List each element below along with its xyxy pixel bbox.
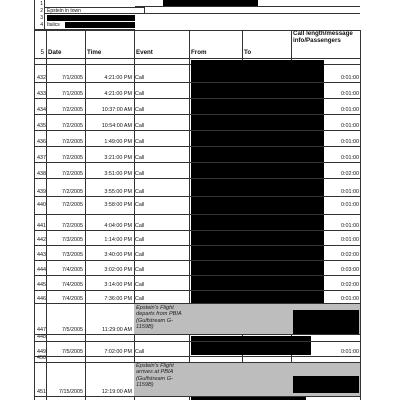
flight-note: Epstein's Flight departs from PBIA (Gulfstream G-1159B) xyxy=(136,305,182,330)
row-length: 0:01:00 xyxy=(341,75,359,81)
row-date: 7/2/2005 xyxy=(62,107,83,113)
row-length: 0:02:00 xyxy=(341,282,359,288)
row-length: 0:01:00 xyxy=(341,139,359,145)
row-event: Call xyxy=(135,155,145,161)
row-length: 0:03:00 xyxy=(341,267,359,273)
table-row xyxy=(35,249,361,259)
row-number: 435 xyxy=(37,123,46,129)
row-line xyxy=(35,146,360,147)
table-grid xyxy=(34,0,360,400)
row-number: 450 xyxy=(37,355,46,361)
row-event: Call xyxy=(135,349,145,355)
row-line xyxy=(35,396,360,397)
row-number: 444 xyxy=(37,267,46,273)
row-time: 3:40:00 PM xyxy=(104,252,132,258)
redaction-legend xyxy=(65,22,135,28)
row-date: 7/1/2005 xyxy=(62,75,83,81)
header-num: 5 xyxy=(40,49,44,56)
row-time: 11:29:00 AM xyxy=(102,327,132,333)
row-line xyxy=(35,114,360,115)
row-line xyxy=(35,341,360,342)
row-length: 0:01:00 xyxy=(341,107,359,113)
row-number: 442 xyxy=(37,237,46,243)
row-line xyxy=(35,82,360,83)
table-row xyxy=(35,120,361,130)
row-date: 7/2/2005 xyxy=(62,155,83,161)
table-row xyxy=(35,293,361,303)
header-length: Call length/message info/Passengers xyxy=(293,30,353,44)
row-event: Call xyxy=(135,223,145,229)
row-date: 7/1/2005 xyxy=(62,91,83,97)
table-row xyxy=(35,355,361,362)
row-date: 7/5/2005 xyxy=(62,349,83,355)
row-event: Call xyxy=(135,171,145,177)
row-line xyxy=(35,303,360,304)
legend-num: 4 xyxy=(35,21,45,29)
row-event: Call xyxy=(135,296,145,302)
call-log-sheet xyxy=(34,0,360,400)
row-date: 7/2/2005 xyxy=(62,139,83,145)
row-number: 443 xyxy=(37,252,46,258)
header-bottom-line xyxy=(35,58,360,59)
legend-top-line xyxy=(135,6,360,7)
row-event: Call xyxy=(135,139,145,145)
row-number: 440 xyxy=(37,202,46,208)
col-line xyxy=(189,30,190,400)
table-row xyxy=(35,334,361,341)
row-number: 447 xyxy=(37,327,46,333)
row-event: Call xyxy=(135,107,145,113)
row-time: 3:51:00 PM xyxy=(104,171,132,177)
table-row xyxy=(35,234,361,244)
row-number: 439 xyxy=(37,189,46,195)
row-length: 0:01:00 xyxy=(341,237,359,243)
row-number: 433 xyxy=(37,91,46,97)
row-date: 7/2/2005 xyxy=(62,189,83,195)
legend-num: 3 xyxy=(35,14,45,22)
row-date: 7/2/2005 xyxy=(62,171,83,177)
row-date: 7/2/2005 xyxy=(62,202,83,208)
legend-num: 1 xyxy=(35,0,45,8)
row-date: 7/15/2005 xyxy=(59,389,83,395)
row-date: 7/4/2005 xyxy=(62,296,83,302)
header-event: Event xyxy=(136,49,153,56)
col-line xyxy=(134,30,135,400)
table-row xyxy=(35,152,361,162)
legend-text: Epstein in town xyxy=(47,8,81,14)
row-event: Call xyxy=(135,189,145,195)
row-length: 0:01:00 xyxy=(341,91,359,97)
row-number: 445 xyxy=(37,282,46,288)
row-line xyxy=(35,245,360,246)
row-date: 7/3/2005 xyxy=(62,252,83,258)
row-line xyxy=(35,275,360,276)
col-line xyxy=(360,30,361,400)
row-line xyxy=(35,362,360,363)
row-date: 7/2/2005 xyxy=(62,223,83,229)
row-time: 4:21:00 PM xyxy=(104,91,132,97)
row-time: 3:21:00 PM xyxy=(104,155,132,161)
header-from: From xyxy=(191,49,207,56)
row-line xyxy=(35,162,360,163)
row-event: Call xyxy=(135,237,145,243)
row-number: 432 xyxy=(37,75,46,81)
row-date: 7/2/2005 xyxy=(62,123,83,129)
row-event: Call xyxy=(135,123,145,129)
row-date: 7/5/2005 xyxy=(62,327,83,333)
table-row xyxy=(35,168,361,178)
col-line xyxy=(85,30,86,400)
row-event: Call xyxy=(135,267,145,273)
row-event: Call xyxy=(135,91,145,97)
row-time: 3:02:00 PM xyxy=(104,267,132,273)
row-date: 7/4/2005 xyxy=(62,282,83,288)
row-line xyxy=(35,260,360,261)
row-number: 446 xyxy=(37,296,46,302)
row-time: 7:36:00 PM xyxy=(104,296,132,302)
header-time: Time xyxy=(87,49,102,56)
table-row xyxy=(35,88,361,98)
legend-num: 2 xyxy=(35,7,45,15)
row-number: 441 xyxy=(37,223,46,229)
table-row xyxy=(35,136,361,146)
header-to: To xyxy=(244,49,252,56)
table-row xyxy=(35,324,361,334)
row-time: 1:49:00 PM xyxy=(104,139,132,145)
row-number: 436 xyxy=(37,139,46,145)
row-line xyxy=(35,130,360,131)
row-line xyxy=(35,98,360,99)
row-time: 4:04:00 PM xyxy=(104,223,132,229)
table-row xyxy=(35,279,361,289)
row-number: 437 xyxy=(37,155,46,161)
row-time: 3:14:00 PM xyxy=(104,282,132,288)
row-event: Call xyxy=(135,282,145,288)
row-line xyxy=(35,230,360,231)
row-length: 0:01:00 xyxy=(341,123,359,129)
row-line xyxy=(35,214,360,215)
row-time: 4:21:00 PM xyxy=(104,75,132,81)
table-row xyxy=(35,220,361,230)
row-length: 0:02:00 xyxy=(341,171,359,177)
legend-text: Italics xyxy=(47,22,60,28)
row-line xyxy=(35,196,360,197)
row-length: 0:01:00 xyxy=(341,349,359,355)
row-time: 3:58:00 PM xyxy=(104,202,132,208)
table-row xyxy=(35,104,361,114)
row-date: 7/4/2005 xyxy=(62,267,83,273)
row-length: 0:01:00 xyxy=(341,202,359,208)
row-event: Call xyxy=(135,252,145,258)
row-length: 0:01:00 xyxy=(341,296,359,302)
row-time: 10:37:00 AM xyxy=(101,107,132,113)
row-length: 0:01:00 xyxy=(341,223,359,229)
row-time: 1:14:00 PM xyxy=(104,237,132,243)
row-number: 438 xyxy=(37,171,46,177)
row-length: 0:02:00 xyxy=(341,252,359,258)
row-time: 3:55:00 PM xyxy=(104,189,132,195)
row-number: 434 xyxy=(37,107,46,113)
row-line xyxy=(35,178,360,179)
row-time: 7:02:00 PM xyxy=(104,349,132,355)
table-row xyxy=(35,72,361,82)
row-event: Call xyxy=(135,202,145,208)
row-event: Call xyxy=(135,75,145,81)
table-row xyxy=(35,264,361,274)
row-length: 0:01:00 xyxy=(341,155,359,161)
table-row xyxy=(35,199,361,209)
flight-note: Epstein's Flight arrives at PBIA (Gulfstream G-1159B) xyxy=(136,363,174,388)
row-number: 451 xyxy=(37,389,46,395)
row-line xyxy=(35,290,360,291)
table-row xyxy=(35,386,361,396)
row-number: 448 xyxy=(37,334,46,340)
row-length: 0:01:00 xyxy=(341,189,359,195)
row-time: 12:19:00 AM xyxy=(101,389,132,395)
legend-mid-line xyxy=(135,13,360,14)
redaction-legend xyxy=(47,15,135,21)
row-number: 449 xyxy=(37,349,46,355)
row-date: 7/3/2005 xyxy=(62,237,83,243)
table-row xyxy=(35,186,361,196)
col-line xyxy=(46,30,47,400)
row-time: 10:54:00 AM xyxy=(101,123,132,129)
header-date: Date xyxy=(48,49,62,56)
